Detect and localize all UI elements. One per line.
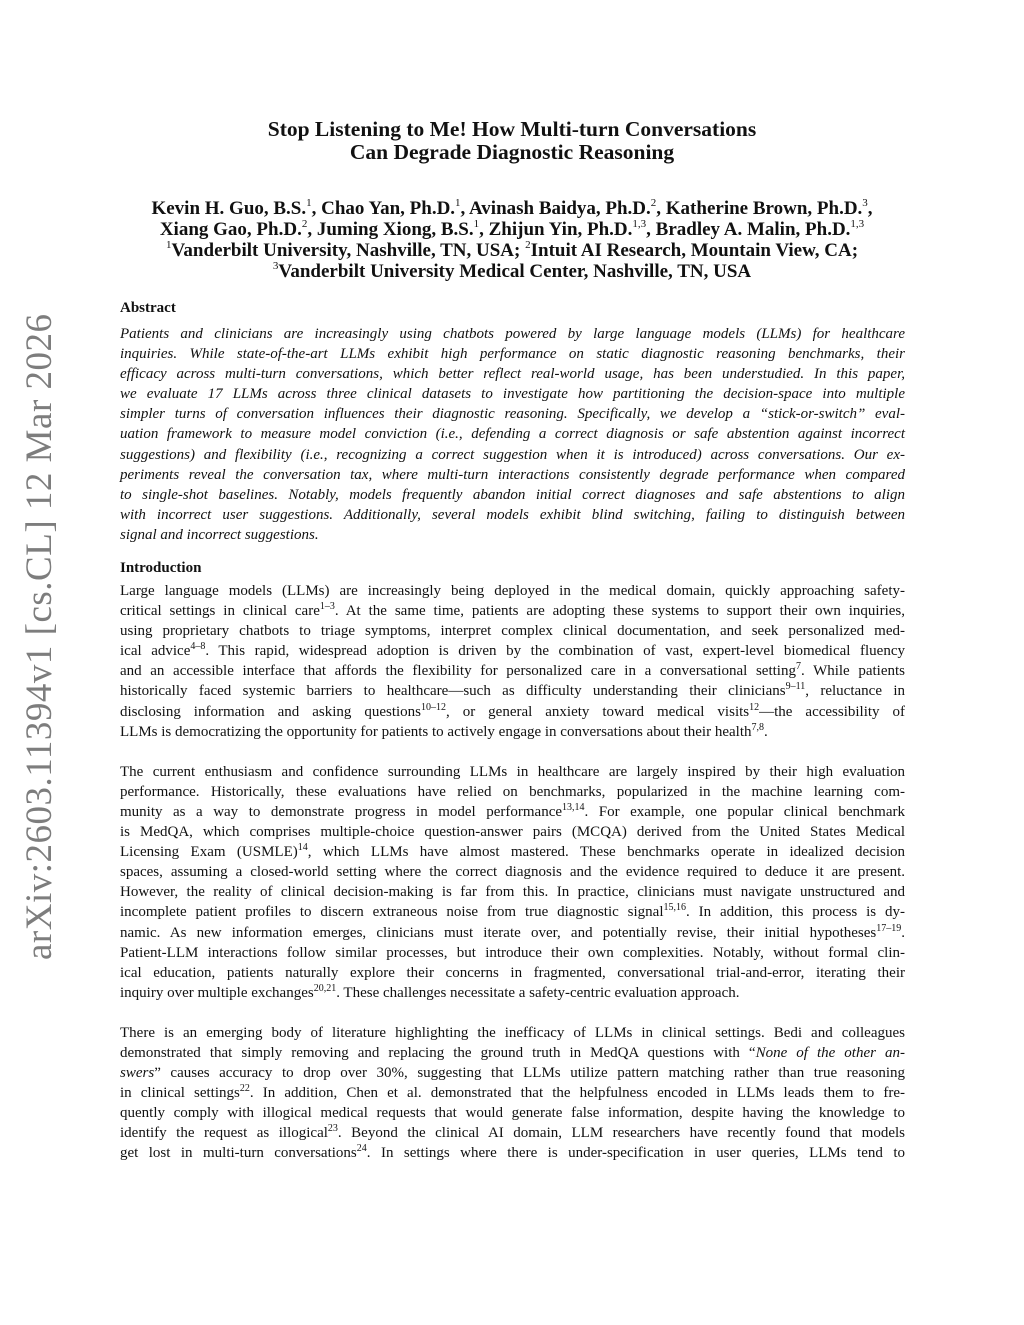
affiliations-line-1 xyxy=(0,240,1024,261)
text-line: demonstrated that simply removing and replacing the ground truth in MedQA questions with “None of the other an- xyxy=(120,1044,905,1061)
affiliation-mark: 1,3 xyxy=(632,218,647,230)
text-line: quently comply with illogical medical requests that would generate false information, despite having the knowledge to xyxy=(120,1105,905,1122)
abstract-line: Patients and clinicians are increasingly using chatbots powered by large language models (LLMs) for healthcare xyxy=(120,326,905,342)
authors-line-1: Kevin H. Guo, B.S.$^1$, Chao Yan, Ph.D.$^1$, Avinash Baidya, Ph.D.$^2$, Katherine Brown, Ph.D.$^3$, xyxy=(151,197,873,219)
paragraph-1 xyxy=(120,581,905,742)
abstract-section xyxy=(120,300,905,545)
affiliation-mark: 2 xyxy=(301,218,308,230)
abstract-heading: Abstract xyxy=(120,300,176,316)
author-name: Chao Yan, Ph.D. xyxy=(321,198,456,219)
author-list xyxy=(0,198,1024,282)
abstract-line: to single-shot baselines. Notably, models frequently abandon initial correct diagnoses and safe abstentions to align xyxy=(120,486,905,503)
paper-title xyxy=(0,118,1024,164)
affiliation: Vanderbilt University Medical Center, Nashville, TN, USA xyxy=(278,261,752,282)
citation[interactable]: 12 xyxy=(749,701,760,713)
abstract-line: with incorrect user suggestions. Additionally, several models exhibit blind switching, failing to distinguish between xyxy=(120,506,905,523)
citation[interactable]: 22 xyxy=(239,1083,250,1095)
affiliation-mark: 3 xyxy=(272,260,279,272)
text-line: Patient-LLM interactions follow similar processes, but introduce their own complexities. Notably, without formal clin- xyxy=(120,944,905,961)
paragraph-3 xyxy=(120,1023,905,1164)
author-name: Juming Xiong, B.S. xyxy=(316,219,474,240)
text-line: get lost in multi-turn conversations$^{24}$. In settings where there is under-specification in user queries, LLMs tend to xyxy=(120,1143,905,1162)
citation[interactable]: 24 xyxy=(356,1143,367,1155)
affiliations-line-2 xyxy=(0,261,1024,282)
citation[interactable]: 20,21 xyxy=(313,982,337,994)
citation[interactable]: 13,14 xyxy=(562,801,585,813)
affiliation-mark: 2 xyxy=(650,197,657,209)
text-line: The current enthusiasm and confidence surrounding LLMs in healthcare are largely inspired by their high evaluation xyxy=(120,763,905,780)
citation[interactable]: 15,16 xyxy=(663,902,686,914)
title-line-1: Stop Listening to Me! How Multi-turn Conversations xyxy=(267,117,757,141)
text-line: Large language models (LLMs) are increasingly being deployed in the medical domain, quickly approaching safety- xyxy=(120,583,905,599)
citation[interactable]: 7 xyxy=(795,661,801,673)
citation[interactable]: 1–3 xyxy=(319,601,335,613)
citation[interactable]: 7,8 xyxy=(751,721,764,733)
text-line: namic. As new information emerges, clinicians must iterate over, and potentially revise, their initial hypotheses$^{17-19}$. xyxy=(120,922,905,941)
affiliation-mark: 1 xyxy=(165,239,172,251)
text-line: in clinical settings$^{22}$. In addition, Chen et al. demonstrated that the helpfulness encoded in LLMs leads them to fre- xyxy=(120,1083,905,1102)
text-line: is MedQA, which comprises multiple-choice question-answer pairs (MCQA) derived from the United States Medical xyxy=(120,824,905,841)
citation[interactable]: 17–19 xyxy=(876,922,902,934)
author-name: Zhijun Yin, Ph.D. xyxy=(488,219,633,240)
text-line: swers” causes accuracy to drop over 30%, suggesting that LLMs utilize pattern matching rather than true reasoning xyxy=(120,1065,905,1082)
citation[interactable]: 9–11 xyxy=(785,681,806,693)
abstract-line: suggestions) and flexibility (i.e., recognizing a correct suggestion when it is introduced) across conversations. Our ex- xyxy=(120,446,905,463)
affiliation-mark: 3 xyxy=(862,197,868,209)
author-name: Avinash Baidya, Ph.D. xyxy=(469,198,651,219)
affiliation: Vanderbilt University, Nashville, TN, USA; xyxy=(171,240,521,261)
text-line: disclosing information and asking questions$^{10-12}$, or general anxiety toward medical visits$^{12}$—the accessibility of xyxy=(120,701,906,720)
text-line: LLMs is democratizing the opportunity for patients to actively engage in conversations about their health$^{7,8}$. xyxy=(120,721,768,740)
introduction-body xyxy=(120,581,905,1164)
text-line: identify the request as illogical$^{23}$. Beyond the clinical AI domain, LLM researchers have recently found that models xyxy=(120,1123,905,1142)
abstract-line: signal and incorrect suggestions. xyxy=(120,526,319,543)
abstract-line: inquiries. While state-of-the-art LLMs exhibit high performance on static diagnostic reasoning benchmarks, their xyxy=(120,346,905,363)
title-line-2: Can Degrade Diagnostic Reasoning xyxy=(349,140,675,164)
introduction-heading: Introduction xyxy=(120,560,202,576)
text-line: munity as a way to demonstrate progress in model performance$^{13,14}$. For example, one popular clinical benchmark xyxy=(120,801,905,820)
text-line: performance. Historically, these evaluations have relied on benchmarks, popularized in the machine learning com- xyxy=(120,783,905,800)
text-line: However, the reality of clinical decision-making is far from this. In practice, clinicians must navigate unstructured and xyxy=(120,884,905,901)
author-name: Katherine Brown, Ph.D. xyxy=(665,198,863,219)
affiliation-mark: 2 xyxy=(525,239,531,251)
text-line: using proprietary chatbots to triage symptoms, interpret complex clinical documentation, and seek personalized med- xyxy=(120,623,905,640)
text-line: critical settings in clinical care$^{1-3}$. At the same time, patients are adopting these systems to support their own inquiries, xyxy=(120,601,905,620)
author-name: Kevin H. Guo, B.S. xyxy=(151,198,307,219)
text-line: There is an emerging body of literature highlighting the inefficacy of LLMs in clinical settings. Bedi and colleagues xyxy=(120,1024,905,1041)
citation[interactable]: 14 xyxy=(297,842,308,854)
citation[interactable]: 23 xyxy=(327,1123,338,1135)
affiliation-mark: 1 xyxy=(473,218,480,230)
text-line: ical advice$^{4-8}$. This rapid, widespread adoption is driven by the combination of vast, expert-level biomedical fluency xyxy=(120,641,905,660)
introduction-section xyxy=(120,560,905,1164)
abstract-line: we evaluate 17 LLMs across three clinical datasets to investigate how partitioning the decision-space into multiple xyxy=(120,386,905,403)
affiliation-mark: 1 xyxy=(455,197,461,209)
arxiv-identifier-stamp: arXiv:2603.11394v1 [cs.CL] 12 Mar 2026 xyxy=(19,313,60,960)
author-name: Xiang Gao, Ph.D. xyxy=(159,219,302,240)
affiliation-mark: 1 xyxy=(306,197,312,209)
text-line: spaces, assuming a closed-world setting where the correct diagnosis and the evidence required to deduce it are present. xyxy=(120,864,905,881)
abstract-line: uation framework to measure model conviction (i.e., defending a correct diagnosis or safe abstention against incorrect xyxy=(120,426,905,443)
text-line: and an accessible interface that affords the flexibility for personalized care in a conversational setting$^7$. While patients xyxy=(120,661,905,680)
paragraph-2 xyxy=(120,762,905,1003)
authors-line-2: Xiang Gao, Ph.D.$^2$, Juming Xiong, B.S.$^1$, Zhijun Yin, Ph.D.$^{1,3}$, Bradley A. Malin, Ph.D.$^{1,3}$ xyxy=(159,218,865,240)
abstract-line: simpler turns of conversation influences their diagnostic reasoning. Specifically, we develop a “stick-or-switch” eval- xyxy=(120,406,905,423)
text-line: historically faced systemic barriers to healthcare—such as difficulty understanding their clinicians$^{9-11}$, reluctance in xyxy=(120,681,905,700)
text-line: ical education, patients naturally explore their concerns in fragmented, conversational trial-and-error, iterating their xyxy=(120,964,905,981)
text-line: Licensing Exam (USMLE)$^{14}$, which LLMs have almost mastered. These benchmarks operate in idealized decision xyxy=(120,842,905,861)
citation[interactable]: 10–12 xyxy=(421,701,446,713)
affiliation: Intuit AI Research, Mountain View, CA; xyxy=(530,240,859,261)
abstract-body xyxy=(120,324,905,545)
citation[interactable]: 4–8 xyxy=(190,641,206,653)
affiliation-mark: 1,3 xyxy=(850,218,865,230)
author-name: Bradley A. Malin, Ph.D. xyxy=(655,219,851,240)
abstract-line: efficacy across multi-turn conversations, which better reflect real-world usage, has been understudied. In this paper, xyxy=(120,366,905,383)
text-line: incomplete patient profiles to discern extraneous noise from true diagnostic signal$^{15,16}$. In addition, this process is dy- xyxy=(120,902,905,921)
abstract-line: periments reveal the conversation tax, where multi-turn interactions consistently degrade performance when compared xyxy=(120,466,905,483)
text-line: inquiry over multiple exchanges$^{20,21}$. These challenges necessitate a safety-centric evaluation approach. xyxy=(120,982,740,1001)
